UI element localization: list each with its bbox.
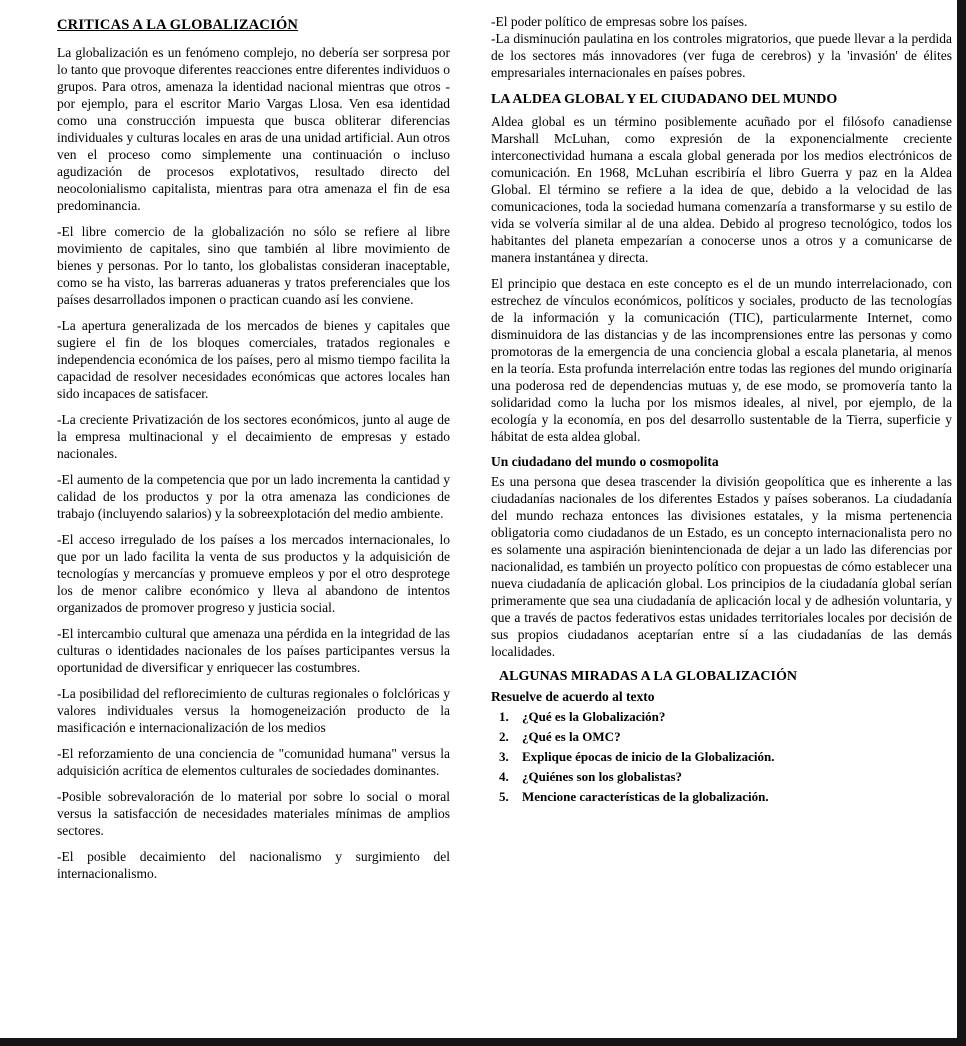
global-village-heading: LA ALDEA GLOBAL Y EL CIUDADANO DEL MUNDO bbox=[491, 92, 838, 107]
question-3 bbox=[491, 748, 952, 765]
question-5 bbox=[491, 788, 952, 805]
migration-controls-item: -La disminución paulatina en los controles migratorios, que puede llevar a la perdida de los sectores más innovadores (ver fuga de cerebros) y la 'invasión' de élites empresariales internacionales en países pobres. bbox=[491, 31, 952, 80]
market-opening-paragraph: -La apertura generalizada de los mercados de bienes y capitales que sugiere el fin de los bloques comerciales, tratados regionales e independencia económica de los países, pero al mismo tiempo facilita la capacidad de resolver necesidades económicas que actores locales han sido incapaces de satisfacer. bbox=[57, 318, 450, 401]
question-2 bbox=[491, 728, 952, 745]
resuelve-heading: Resuelve de acuerdo al texto bbox=[491, 689, 655, 704]
question-text: ¿Quiénes son los globalistas? bbox=[522, 769, 683, 784]
questions-list bbox=[491, 708, 952, 805]
question-text: ¿Qué es la Globalización? bbox=[522, 709, 666, 724]
cultural-exchange-paragraph: -El intercambio cultural que amenaza una pérdida en la integridad de las culturas o identidades nacionales de los países participantes versus la oportunidad de diversificar y enriquecer las costumbres. bbox=[57, 626, 450, 675]
document-title: CRITICAS A LA GLOBALIZACIÓN bbox=[57, 17, 299, 33]
question-1 bbox=[491, 708, 952, 725]
global-village-paragraph-2: El principio que destaca en este concepto es el de un mundo interrelacionado, con estrechez de vínculos económicos, políticos y sociales, producto de las tecnologías de la información y la comunicación (TIC), particularmente Internet, como disminuidora de las distancias y de las incomprensiones entre las personas y como promotoras de la emergencia de una conciencia global a escala planetaria, al menos en la teoría. Esta profunda interrelación entre todas las regiones del mundo originaría una poderosa red de dependencias mutuas y, de ese modo, se promovería tanto la solidaridad como la lucha por los mismos ideales, al nivel, por ejemplo, de la ecología y la economía, en pos del desarrollo sustentable de la Tierra, superficie y hábitat de esta aldea global. bbox=[491, 276, 952, 444]
scan-edge-bottom bbox=[0, 1038, 966, 1046]
question-4 bbox=[491, 768, 952, 785]
question-text: ¿Qué es la OMC? bbox=[522, 729, 621, 744]
question-number: 1. bbox=[499, 709, 509, 724]
scan-edge-right bbox=[957, 0, 966, 1046]
question-number: 4. bbox=[499, 769, 509, 784]
miradas-heading: ALGUNAS MIRADAS A LA GLOBALIZACIÓN bbox=[499, 669, 797, 684]
competition-paragraph: -El aumento de la competencia que por un lado incrementa la cantidad y calidad de los productos y por la otra amenaza las condiciones de trabajo (incluyendo salarios) y la sobreexplotación del medio ambiente. bbox=[57, 472, 450, 521]
question-text: Explique épocas de inicio de la Globalización. bbox=[522, 749, 775, 764]
nationalism-decline-paragraph: -El posible decaimiento del nacionalismo y surgimiento del internacionalismo. bbox=[57, 849, 450, 881]
privatization-paragraph: -La creciente Privatización de los sectores económicos, junto al auge de la empresa multinacional y el decaimiento de empresas y estado nacionales. bbox=[57, 412, 450, 461]
globalization-intro-paragraph: La globalización es un fenómeno complejo, no debería ser sorpresa por lo tanto que provoque diferentes reacciones entre diferentes individuos o grupos. Para otros, amenaza la identidad nacional mientras que otros -por ejemplo, para el escritor Mario Vargas Llosa. Ven esa identidad como una construcción impuesta que busca obliterar diferencias individuales y culturas locales en aras de una unidad artificial. Aun otros ven el proceso como simplemente una continuación o incluso agudización de procesos explotativos, resultado directo del neocolonialismo capitalista, mientras para otra amenaza el fin de esa predominancia. bbox=[57, 45, 450, 213]
question-text: Mencione características de la globalización. bbox=[522, 789, 769, 804]
question-number: 2. bbox=[499, 729, 509, 744]
question-number: 3. bbox=[499, 749, 509, 764]
political-power-item: -El poder político de empresas sobre los países. bbox=[491, 14, 748, 29]
market-access-paragraph: -El acceso irregulado de los países a los mercados internacionales, lo que por un lado facilita la venta de sus productos y la adquisición de tecnologías y mercancías y promueve empleos y por el otro desprotege los de menor calibre económico y lleva al abandono de intentos organizados de promover progreso y justicia social. bbox=[57, 532, 450, 615]
question-number: 5. bbox=[499, 789, 509, 804]
left-column bbox=[57, 13, 450, 891]
cosmopolitan-heading: Un ciudadano del mundo o cosmopolita bbox=[491, 454, 719, 469]
right-column bbox=[491, 13, 952, 891]
human-community-paragraph: -El reforzamiento de una conciencia de "comunidad humana" versus la adquisición acrítica de elementos culturales de sociedades dominantes. bbox=[57, 746, 450, 778]
cosmopolitan-paragraph: Es una persona que desea trascender la división geopolítica que es inherente a las ciudadanías nacionales de los diferentes Estados y países soberanos. La ciudadanía del mundo rechaza entonces las divisiones estatales, y la misma pertenencia obligatoria como ciudadanos de un Estado, es un concepto internacionalista pero no es solamente una aspiración bienintencionada de dejar a un lado las diferencias por nacionalidad, es también un proyecto político con propuestas de cómo establecer una nueva ciudadanía de aplicación global. Los principios de la ciudadanía global serían primeramente que sea una ciudadanía de aplicación local y de adhesión voluntaria, y que a través de pactos federativos estas unidades territoriales locales por decisión de sus propios ciudadanos aceptarían entre sí a las ciudadanías de las demás localidades. bbox=[491, 474, 952, 659]
material-overvaluation-paragraph: -Posible sobrevaloración de lo material por sobre lo social o moral versus la satisfacción de necesidades materiales mínimas de amplios sectores. bbox=[57, 789, 450, 838]
global-village-paragraph-1: Aldea global es un término posiblemente acuñado por el filósofo canadiense Marshall McLuhan, como expresión de la exponencialmente creciente interconectividad humana a escala global generada por los medios electrónicos de comunicación. En 1968, McLuhan escribiría el libro Guerra y paz en la Aldea Global. El término se refiere a la idea de que, debido a la velocidad de las comunicaciones, toda la sociedad humana comenzaría a transformarse y su estilo de vida se volvería similar al de una aldea. Debido al progreso tecnológico, todos los habitantes del planeta empezarían a conocerse unos a otros y a comunicarse de manera instantánea y directa. bbox=[491, 114, 952, 265]
free-trade-paragraph: -El libre comercio de la globalización no sólo se refiere al libre movimiento de capitales, sino que también al libre movimiento de bienes y personas. Por lo tanto, los globalistas consideran inaceptable, como se ha visto, las barreras aduaneras y tratos preferenciales que los países desarrollados imponen o practican cuando así les conviene. bbox=[57, 224, 450, 307]
regional-cultures-paragraph: -La posibilidad del reflorecimiento de culturas regionales o folclóricas y valores individuales versus la homogeneización producto de la masificación e internacionalización de los medios bbox=[57, 686, 450, 735]
